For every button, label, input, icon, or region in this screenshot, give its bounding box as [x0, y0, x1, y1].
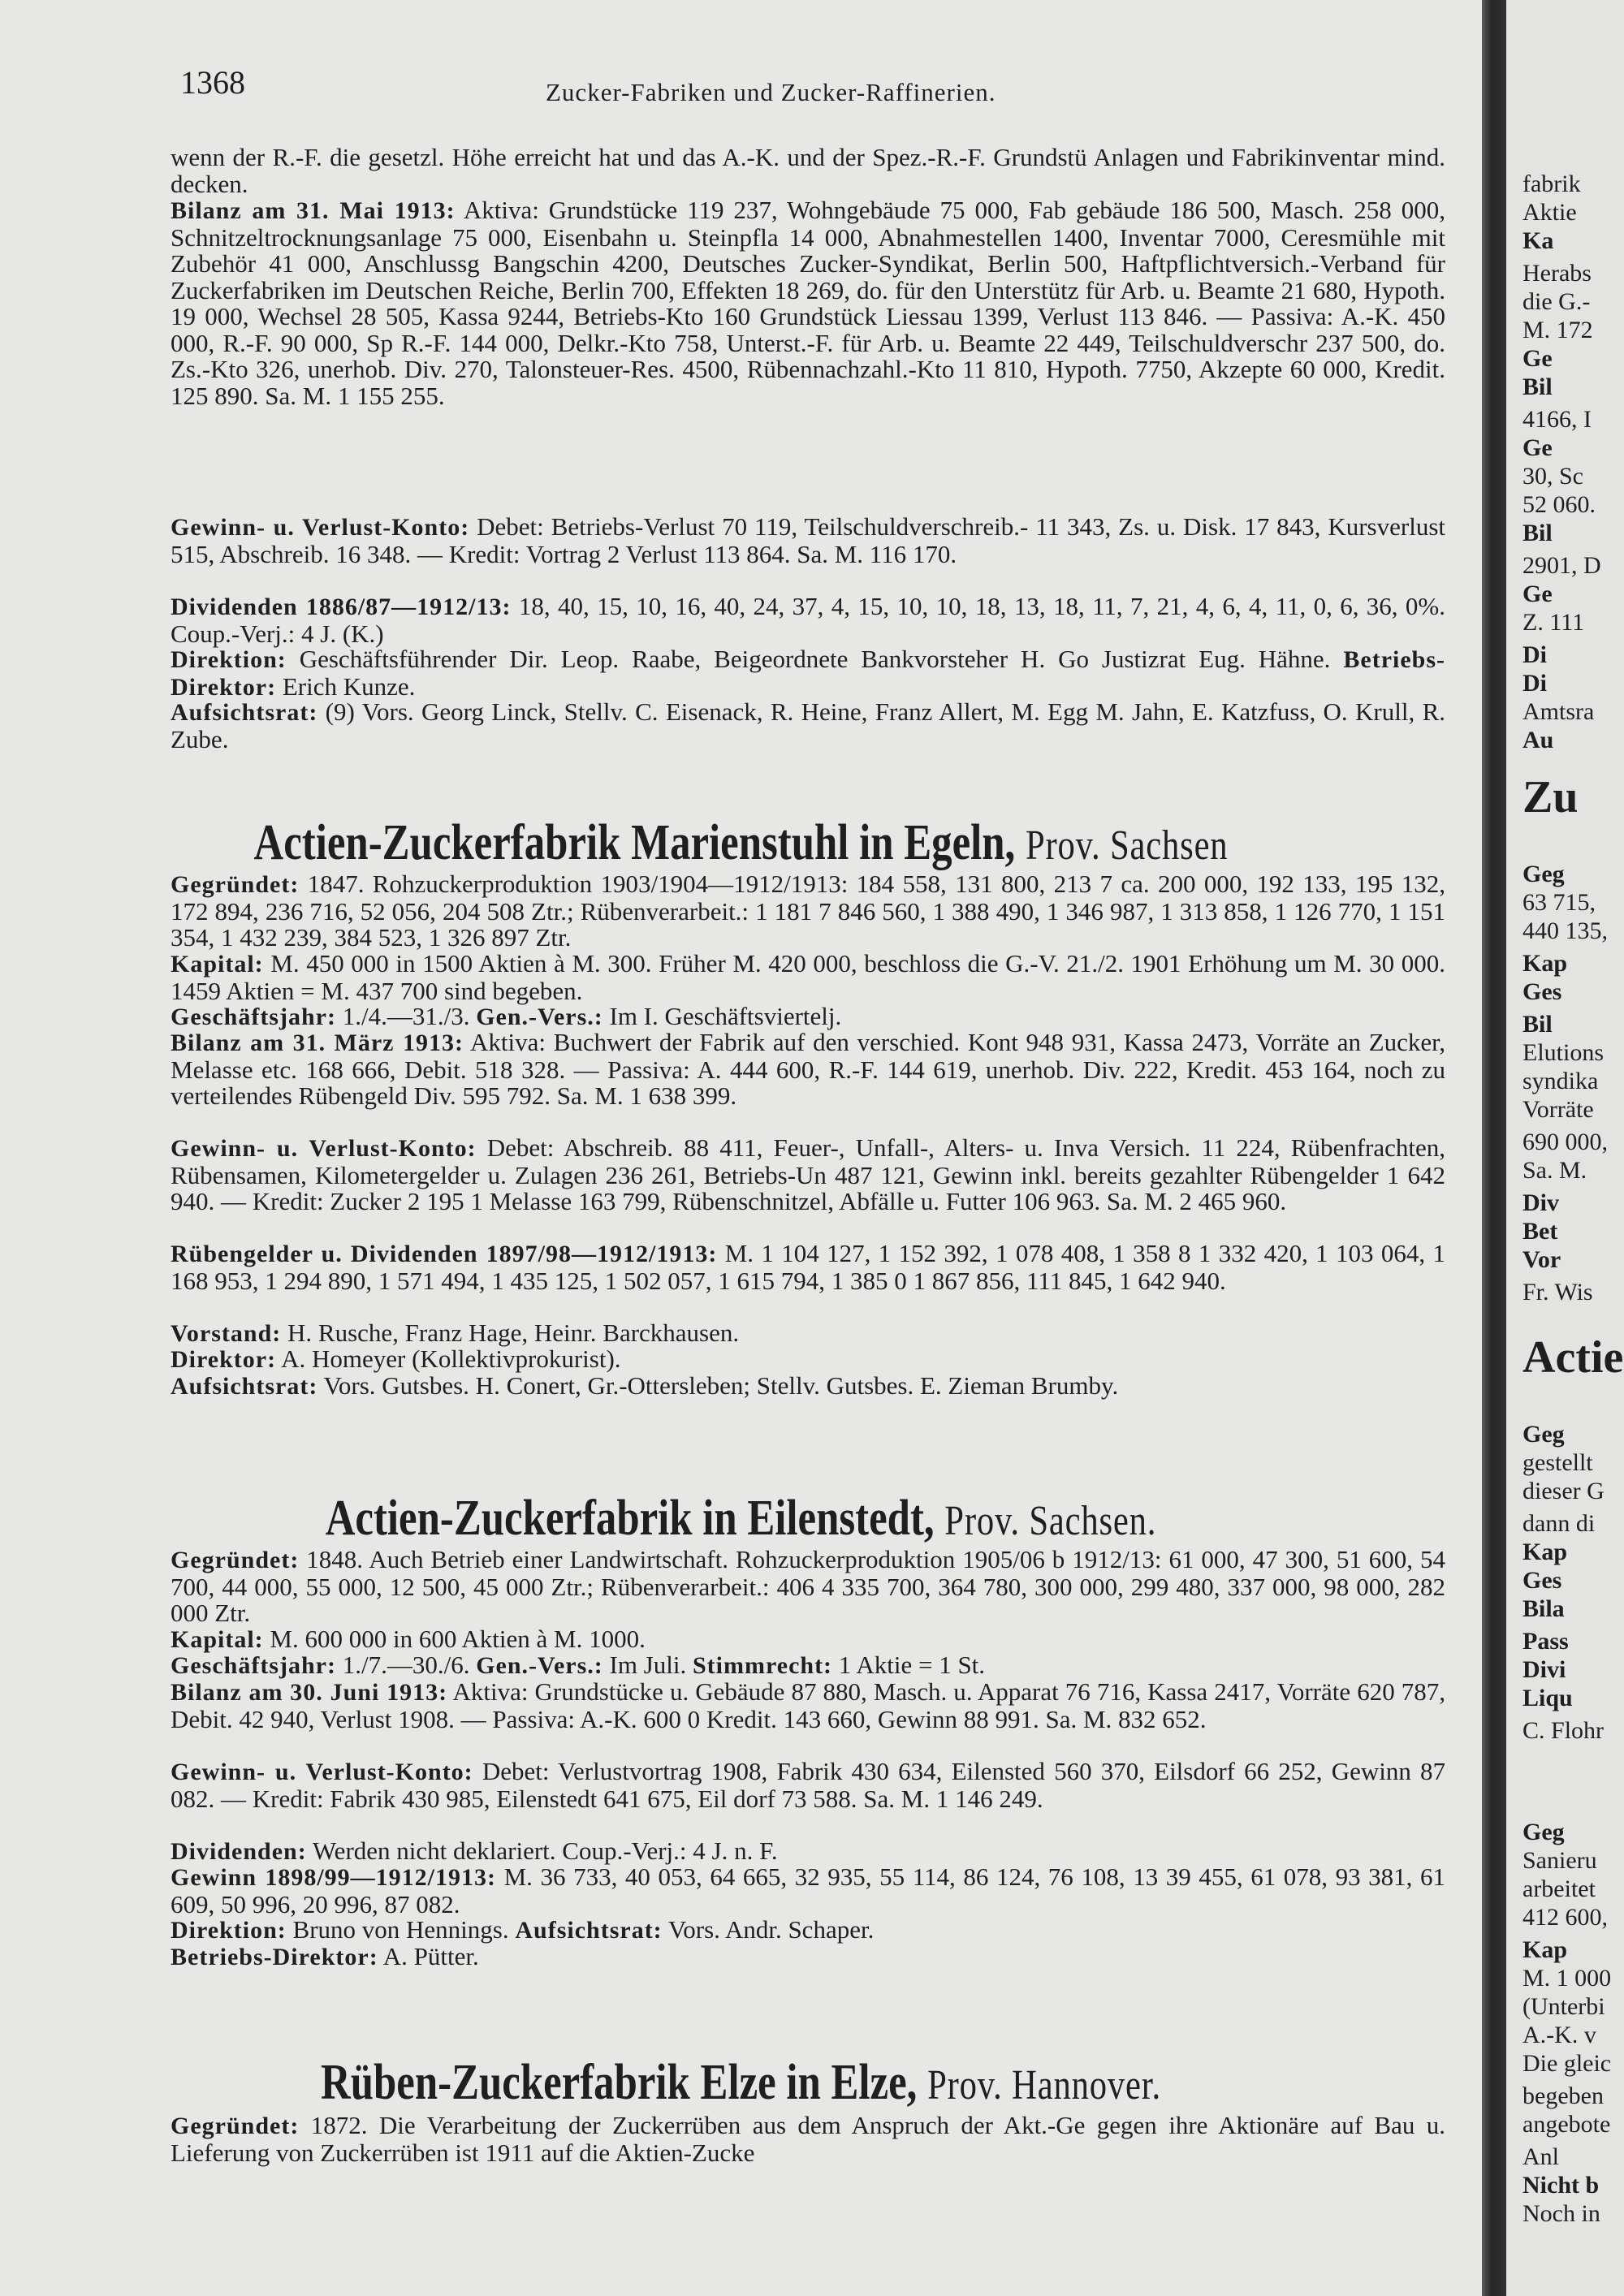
- next-page-line: dann di: [1522, 1510, 1596, 1537]
- book-spine-shadow: [1482, 0, 1506, 2296]
- next-page-line: Geg: [1522, 861, 1565, 887]
- next-page-line: fabrik: [1522, 170, 1581, 197]
- next-page-line: Divi: [1522, 1656, 1566, 1683]
- next-page-line: Aktie: [1522, 199, 1577, 226]
- next-page-line: Ka: [1522, 227, 1554, 254]
- next-page-line: Bil: [1522, 1011, 1553, 1038]
- next-page-line: A.-K. v: [1522, 2022, 1596, 2048]
- next-page-line: Ge: [1522, 580, 1553, 607]
- next-page-line: arbeitet: [1522, 1875, 1596, 1902]
- eilenstedt-direktion: Direktion: Bruno von Hennings. Aufsichtsrat: Vors. Andr. Schaper.: [171, 1915, 875, 1944]
- next-page-line: Noch in: [1522, 2200, 1600, 2227]
- marienstuhl-geschaeftsjahr: Geschäftsjahr: 1./4.—31./3. Gen.-Vers.: Im I. Geschäftsviertelj.: [171, 1002, 842, 1030]
- marienstuhl-ruebengelder: Rübengelder u. Dividenden 1897/98—1912/1913: M. 1 104 127, 1 152 392, 1 078 408, 1 358 8 1 332 420, 1 103 064, 1 168 953, 1 294 890, 1 571 494, 1 435 125, 1 502 057, 1 615 794, 1 385 0 1 867 856, 111 845, 1 642 940.: [171, 1239, 1445, 1295]
- next-page-line: Kap: [1522, 950, 1568, 977]
- next-page-line: Geg: [1522, 1421, 1565, 1448]
- next-page-line: (Unterbi: [1522, 1993, 1605, 2020]
- next-page-line: Bet: [1522, 1218, 1558, 1245]
- next-page-line: M. 1 000: [1522, 1965, 1612, 1992]
- continued-dividenden: Dividenden 1886/87—1912/13: 18, 40, 15, 10, 16, 40, 24, 37, 4, 15, 10, 10, 18, 13, 18, 11, 7, 21, 4, 6, 4, 11, 0, 6, 36, 0%. Coup.-Verj.: 4 J. (K.): [171, 592, 1445, 648]
- continued-direktion: Direktion: Geschäftsführender Dir. Leop. Raabe, Beigeordnete Bankvorsteher H. Go Justizrat Eug. Hähne. Betriebs-Direktor: Erich Kunze.: [171, 645, 1446, 701]
- next-page-line: Zu: [1522, 772, 1579, 822]
- next-page-line: 440 135,: [1522, 917, 1608, 944]
- next-page-line: Actie: [1522, 1332, 1624, 1383]
- continued-aufsichtsrat: Aufsichtsrat: (9) Vors. Georg Linck, Stellv. C. Eisenack, R. Heine, Franz Allert, M. Egg M. Jahn, E. Katzfuss, O. Krull, R. Zube.: [171, 697, 1445, 753]
- next-page-line: Vorräte: [1522, 1096, 1594, 1123]
- next-page-line: Bil: [1522, 373, 1553, 400]
- next-page-line: Die gleic: [1522, 2050, 1612, 2077]
- heading-marienstuhl: Actien-Zuckerfabrik Marienstuhl in Egeln, Prov. Sachsen: [253, 815, 1229, 870]
- eilenstedt-bilanz: Bilanz am 30. Juni 1913: Aktiva: Grundstücke u. Gebäude 87 880, Masch. u. Apparat 76 716, Kassa 2417, Vorräte 620 787, Debit. 42 940, Verlust 1908. — Passiva: A.-K. 600 0 Kredit. 143 660, Gewinn 88 991. Sa. M. 832 652.: [171, 1677, 1445, 1733]
- next-page-line: Anl: [1522, 2143, 1559, 2170]
- next-page-line: Ge: [1522, 345, 1553, 372]
- next-page-line: gestellt: [1522, 1449, 1593, 1476]
- next-page-line: Sanieru: [1522, 1847, 1597, 1874]
- eilenstedt-betriebsdirektor: Betriebs-Direktor: A. Pütter.: [171, 1942, 479, 1970]
- marienstuhl-aufsichtsrat: Aufsichtsrat: Vors. Gutsbes. H. Conert, Gr.-Ottersleben; Stellv. Gutsbes. E. Zieman Brumby.: [171, 1371, 1119, 1400]
- continued-guv: Gewinn- u. Verlust-Konto: Debet: Betriebs-Verlust 70 119, Teilschuldverschreib.- 11 343, Zs. u. Disk. 17 843, Kursverlust 515, Abschreib. 16 348. — Kredit: Vortrag 2 Verlust 113 864. Sa. M. 116 170.: [171, 512, 1445, 568]
- next-page-line: Vor: [1522, 1246, 1561, 1273]
- next-page-line: Di: [1522, 641, 1547, 668]
- next-page-line: 412 600,: [1522, 1904, 1608, 1931]
- next-page-line: Kap: [1522, 1936, 1568, 1963]
- next-page-line: Ge: [1522, 434, 1553, 461]
- next-page-line: 690 000,: [1522, 1129, 1608, 1155]
- next-page-line: Ges: [1522, 1567, 1562, 1594]
- next-page-line: Herabs: [1522, 260, 1592, 287]
- next-page-line: C. Flohr: [1522, 1717, 1605, 1744]
- next-page-line: M. 172: [1522, 317, 1593, 343]
- next-page-line: die G.-: [1522, 288, 1591, 315]
- next-page-line: Ges: [1522, 978, 1562, 1005]
- next-page-line: Amtsra: [1522, 698, 1595, 725]
- eilenstedt-gegruendet: Gegründet: 1848. Auch Betrieb einer Landwirtschaft. Rohzuckerproduktion 1905/06 b 1912/13: 61 000, 47 300, 51 600, 54 700, 44 000, 55 000, 12 500, 45 000 Ztr.; Rübenverarbeit.: 406 4 335 700, 364 780, 300 000, 299 480, 337 000, 98 000, 282 000 Ztr.: [171, 1545, 1445, 1627]
- next-page-line: Z. 111: [1522, 609, 1585, 636]
- heading-eilenstedt: Actien-Zuckerfabrik in Eilenstedt, Prov. Sachsen.: [325, 1491, 1157, 1546]
- eilenstedt-guv: Gewinn- u. Verlust-Konto: Debet: Verlustvortrag 1908, Fabrik 430 634, Eilensted 560 370, Eilsdorf 66 252, Gewinn 87 082. — Kredit: Fabrik 430 985, Eilenstedt 641 675, Eil dorf 73 588. Sa. M. 1 146 249.: [171, 1757, 1445, 1813]
- marienstuhl-vorstand: Vorstand: H. Rusche, Franz Hage, Heinr. Barckhausen.: [171, 1318, 740, 1347]
- heading-elze: Rüben-Zuckerfabrik Elze in Elze, Prov. Hannover.: [321, 2055, 1161, 2110]
- next-page-line: Liqu: [1522, 1685, 1573, 1711]
- next-page-line: Div: [1522, 1189, 1559, 1216]
- next-page-line: Sa. M.: [1522, 1157, 1587, 1184]
- next-page-line: Di: [1522, 670, 1547, 697]
- next-page-line: Bil: [1522, 520, 1553, 546]
- next-page-line: begeben: [1522, 2082, 1604, 2109]
- next-page-line: 63 715,: [1522, 889, 1596, 916]
- continued-intro: wenn der R.-F. die gesetzl. Höhe erreicht hat und das A.-K. und der Spez.-R.-F. Grundstü Anlagen und Fabrikinventar mind. decken.: [171, 143, 1445, 198]
- next-page-line: syndika: [1522, 1068, 1599, 1094]
- next-page-line: angebote: [1522, 2111, 1611, 2138]
- marienstuhl-direktor: Direktor: A. Homeyer (Kollektivprokurist).: [171, 1344, 621, 1373]
- marienstuhl-bilanz: Bilanz am 31. März 1913: Aktiva: Buchwert der Fabrik auf den verschied. Kont 948 931, Kassa 2473, Vorräte an Zucker, Melasse etc. 168 666, Debit. 518 328. — Passiva: A. 444 600, R.-F. 144 619, unerhob. Div. 222, Kredit. 453 164, noch zu verteilendes Rübengeld Div. 595 792. Sa. M. 1 638 399.: [171, 1028, 1445, 1110]
- next-page-fragment: [1506, 0, 1624, 2296]
- next-page-line: Kap: [1522, 1539, 1568, 1565]
- eilenstedt-gewinn: Gewinn 1898/99—1912/1913: M. 36 733, 40 053, 64 665, 32 935, 55 114, 86 124, 76 108, 13 39 455, 61 078, 93 381, 61 609, 50 996, 20 996, 87 082.: [171, 1862, 1446, 1918]
- marienstuhl-kapital: Kapital: M. 450 000 in 1500 Aktien à M. 300. Früher M. 420 000, beschloss die G.-V. 21./2. 1901 Erhöhung um M. 30 000. 1459 Aktien = M. 437 700 sind begeben.: [171, 949, 1446, 1005]
- page-number: 1368: [180, 64, 245, 101]
- marienstuhl-guv: Gewinn- u. Verlust-Konto: Debet: Abschreib. 88 411, Feuer-, Unfall-, Alters- u. Inva Versich. 11 224, Rübenfrachten, Rübensamen, Kilometergelder u. Zulagen 236 261, Betriebs-Un 487 121, Gewinn inkl. bereits gezahlter Rübengelder 1 642 940. — Kredit: Zucker 2 195 1 Melasse 163 799, Rübenschnitzel, Abfälle u. Futter 106 963. Sa. M. 2 465 960.: [171, 1133, 1446, 1215]
- eilenstedt-kapital: Kapital: M. 600 000 in 600 Aktien à M. 1000.: [171, 1625, 646, 1653]
- next-page-line: dieser G: [1522, 1478, 1605, 1504]
- next-page-line: 2901, D: [1522, 552, 1601, 579]
- continued-bilanz: Bilanz am 31. Mai 1913: Aktiva: Grundstücke 119 237, Wohngebäude 75 000, Fab gebäude 186 500, Masch. 258 000, Schnitzeltrocknungsanlage 75 000, Eisenbahn u. Steinpfla 14 000, Abnahmestellen 1400, Inventar 7000, Ceresmühle mit Zubehör 41 000, Anschlussg Bangschin 4200, Deutsches Zucker-Syndikat, Berlin 500, Haftpflichtversich.-Verband für Zuckerfabriken im Deutschen Reiche, Berlin 700, Effekten 18 269, do. für den Unterstütz für Arb. u. Beamte 21 680, Hypoth. 19 000, Wechsel 28 505, Kassa 9244, Betriebs-Kto 160 Grundstück Liessau 1399, Verlust 113 846. — Passiva: A.-K. 450 000, R.-F. 90 000, Sp R.-F. 144 000, Delkr.-Kto 758, Unterst.-F. für Arb. u. Beamte 22 449, Teilschuldverschr 237 500, do. Zs.-Kto 326, unerhob. Div. 270, Talonsteuer-Res. 4500, Rübennachzahl.-Kto 11 810, Hypoth. 7750, Akzepte 60 000, Kredit. 125 890. Sa. M. 1 155 255.: [171, 196, 1445, 410]
- elze-gegruendet: Gegründet: 1872. Die Verarbeitung der Zuckerrüben aus dem Anspruch der Akt.-Ge gegen ihre Aktionäre auf Bau u. Lieferung von Zuckerrüben ist 1911 auf die Aktien-Zucke: [171, 2111, 1445, 2167]
- next-page-line: Bila: [1522, 1595, 1565, 1622]
- next-page-line: Elutions: [1522, 1039, 1605, 1066]
- next-page-line: 30, Sc: [1522, 463, 1583, 490]
- eilenstedt-dividenden: Dividenden: Werden nicht deklariert. Coup.-Verj.: 4 J. n. F.: [171, 1836, 778, 1865]
- next-page-line: 52 060.: [1522, 491, 1596, 518]
- running-head: Zucker-Fabriken und Zucker-Raffinerien.: [546, 78, 996, 106]
- marienstuhl-gegruendet: Gegründet: 1847. Rohzuckerproduktion 1903/1904—1912/1913: 184 558, 131 800, 213 7 ca. 200 000, 192 133, 195 132, 172 894, 236 716, 52 056, 204 508 Ztr.; Rübenverarbeit.: 1 181 7 846 560, 1 388 490, 1 346 987, 1 313 858, 1 126 770, 1 151 354, 1 432 239, 384 523, 1 326 897 Ztr.: [171, 870, 1445, 952]
- next-page-line: Nicht b: [1522, 2172, 1600, 2199]
- next-page-line: Geg: [1522, 1819, 1565, 1845]
- next-page-line: Au: [1522, 727, 1554, 753]
- next-page-line: 4166, I: [1522, 406, 1592, 433]
- next-page-line: Fr. Wis: [1522, 1279, 1593, 1306]
- eilenstedt-geschaeftsjahr: Geschäftsjahr: 1./7.—30./6. Gen.-Vers.: Im Juli. Stimmrecht: 1 Aktie = 1 St.: [171, 1651, 986, 1679]
- next-page-line: Pass: [1522, 1628, 1569, 1655]
